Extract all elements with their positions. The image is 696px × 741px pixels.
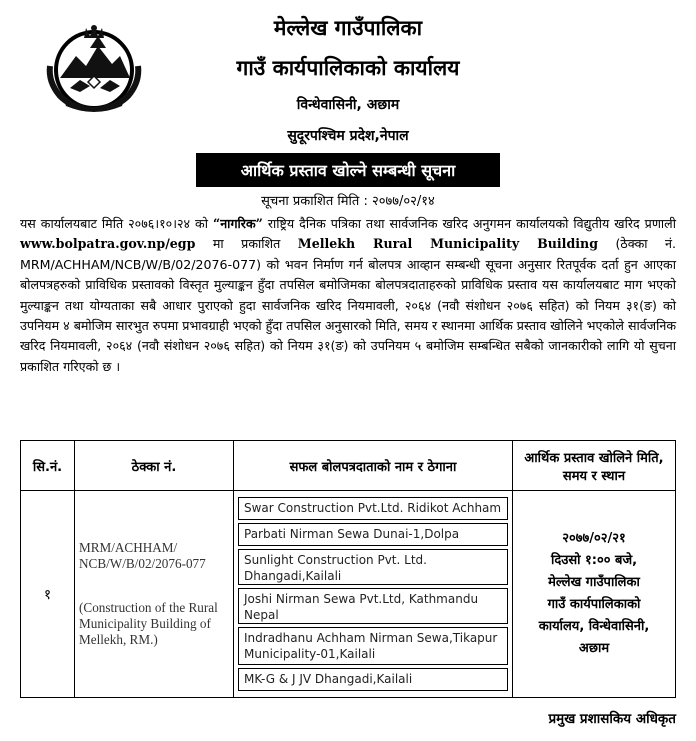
row-sn: १ (21, 491, 75, 698)
notice-title: आर्थिक प्रस्ताव खोल्ने सम्बन्धी सूचना (196, 153, 500, 187)
bidder-item: Joshi Nirman Sewa Pvt.Ltd, Kathmandu Nepal (238, 588, 508, 624)
opening-place-line: गाउँ कार्यपालिकाको (547, 597, 641, 612)
website-link: www.bolpatra.gov.np/egp (20, 236, 196, 252)
body-text-2: राष्ट्रिय दैनिक पत्रिका तथा सार्वजनिक खरिद अनुगमन कार्यालयको विद्युतीय खरिद प्रणाली (262, 216, 676, 231)
province-name: सुदूरपश्चिम प्रदेश,नेपाल (287, 128, 409, 144)
project-name: Mellekh Rural Municipality Building (297, 236, 599, 252)
newspaper-name: “नागरिक” (212, 216, 263, 231)
opening-date: २०७७/०२/२१ (562, 531, 626, 546)
signatory-title: प्रमुख प्रशासकिय अधिकृत (548, 711, 676, 727)
header-sn: सि.नं. (21, 441, 75, 491)
header-opening: आर्थिक प्रस्ताव खोलिने मिति, समय र स्थान (513, 441, 676, 491)
bidder-item: MK-G & J JV Dhangadi,Kailali (238, 668, 508, 691)
opening-place-line: मेल्लेख गाउँपालिका (548, 575, 640, 590)
header-contract-no: ठेक्का नं. (75, 441, 234, 491)
municipality-name: मेल्लेख गाउँपालिका (273, 16, 423, 40)
body-text-1: यस कार्यालयबाट मिति २०७६।१०।२४ को (20, 216, 213, 231)
opening-place-line: कार्यालय, विन्धेवासिनी, (538, 619, 650, 634)
table-header-row (21, 441, 676, 491)
opening-time: दिउसो १:०० बजे, (550, 553, 638, 568)
body-text-4: (ठेक्का नं. MRM/ACHHAM/NCB/W/B/02/2076-077) को भवन निर्माण गर्न बोलपत्र आव्हान सम्बन्धी सूचना अनुसार रितपूर्वक दर्ता हुन आएका बोलपत्रहरुको प्राविधिक प्रस्तावको विस्तृत मुल्याङ्कन हुँदा तपसिल बमोजिमका बोलपत्रदाताहरुको प्राविधिक प्रस्ताव यस कार्यालयबाट माग भएको मुल्याङ्कन तथा योग्यताका सबै आधार पुराएको हुदा सार्वजनिक खरिद नियमावली, २०६४ (नवौ संशोधन २०७६ सहित) को नियम ३१(ङ) को उपनियम ४ बमोजिम सारभुत रुपमा प्रभावग्राही भएको हुँदा तपसिल अनुसारको मिति, समय र स्थानमा आर्थिक प्रस्ताव खोलिने भएकोले सार्वजनिक खरिद नियमावली, २०६४ (नवौ संशोधन २०७६ सहित) को नियम ३१(ङ) को उपनियम ५ बमोजिम सम्बन्धित सबैको जानकारीको लागि यो सुचना प्रकाशित गरिएको छ । (20, 236, 677, 374)
bidder-item: Parbati Nirman Sewa Dunai-1,Dolpa (238, 523, 508, 546)
published-date: सूचना प्रकाशित मिति : २०७७/०२/१४ (261, 194, 435, 209)
contract-cell (75, 491, 234, 698)
bidder-item: Sunlight Construction Pvt. Ltd. Dhangadi,Kailali (238, 549, 508, 585)
table-row (21, 491, 676, 698)
bidder-item: Indradhanu Achham Nirman Sewa,Tikapur Municipality-01,Kailali (238, 627, 508, 665)
bidder-item: Swar Construction Pvt.Ltd. Ridikot Achham (238, 497, 508, 520)
contract-description: (Construction of the Rural Municipality Building of Mellekh, RM.) (79, 600, 218, 647)
body-text-3: मा प्रकाशित (195, 236, 298, 252)
header-bidders: सफल बोलपत्रदाताको नाम र ठेगाना (234, 441, 513, 491)
office-name: गाउँ कार्यपालिकाको कार्यालय (236, 56, 460, 80)
bidders-table (20, 440, 676, 698)
opening-details (513, 491, 676, 698)
contract-code: MRM/ACHHAM/ NCB/W/B/02/2076-077 (79, 540, 206, 571)
opening-place-line: अछाम (578, 641, 610, 656)
office-location: विन्धेवासिनी, अछाम (296, 97, 400, 113)
bidders-list (234, 491, 513, 698)
notice-body (20, 214, 676, 377)
